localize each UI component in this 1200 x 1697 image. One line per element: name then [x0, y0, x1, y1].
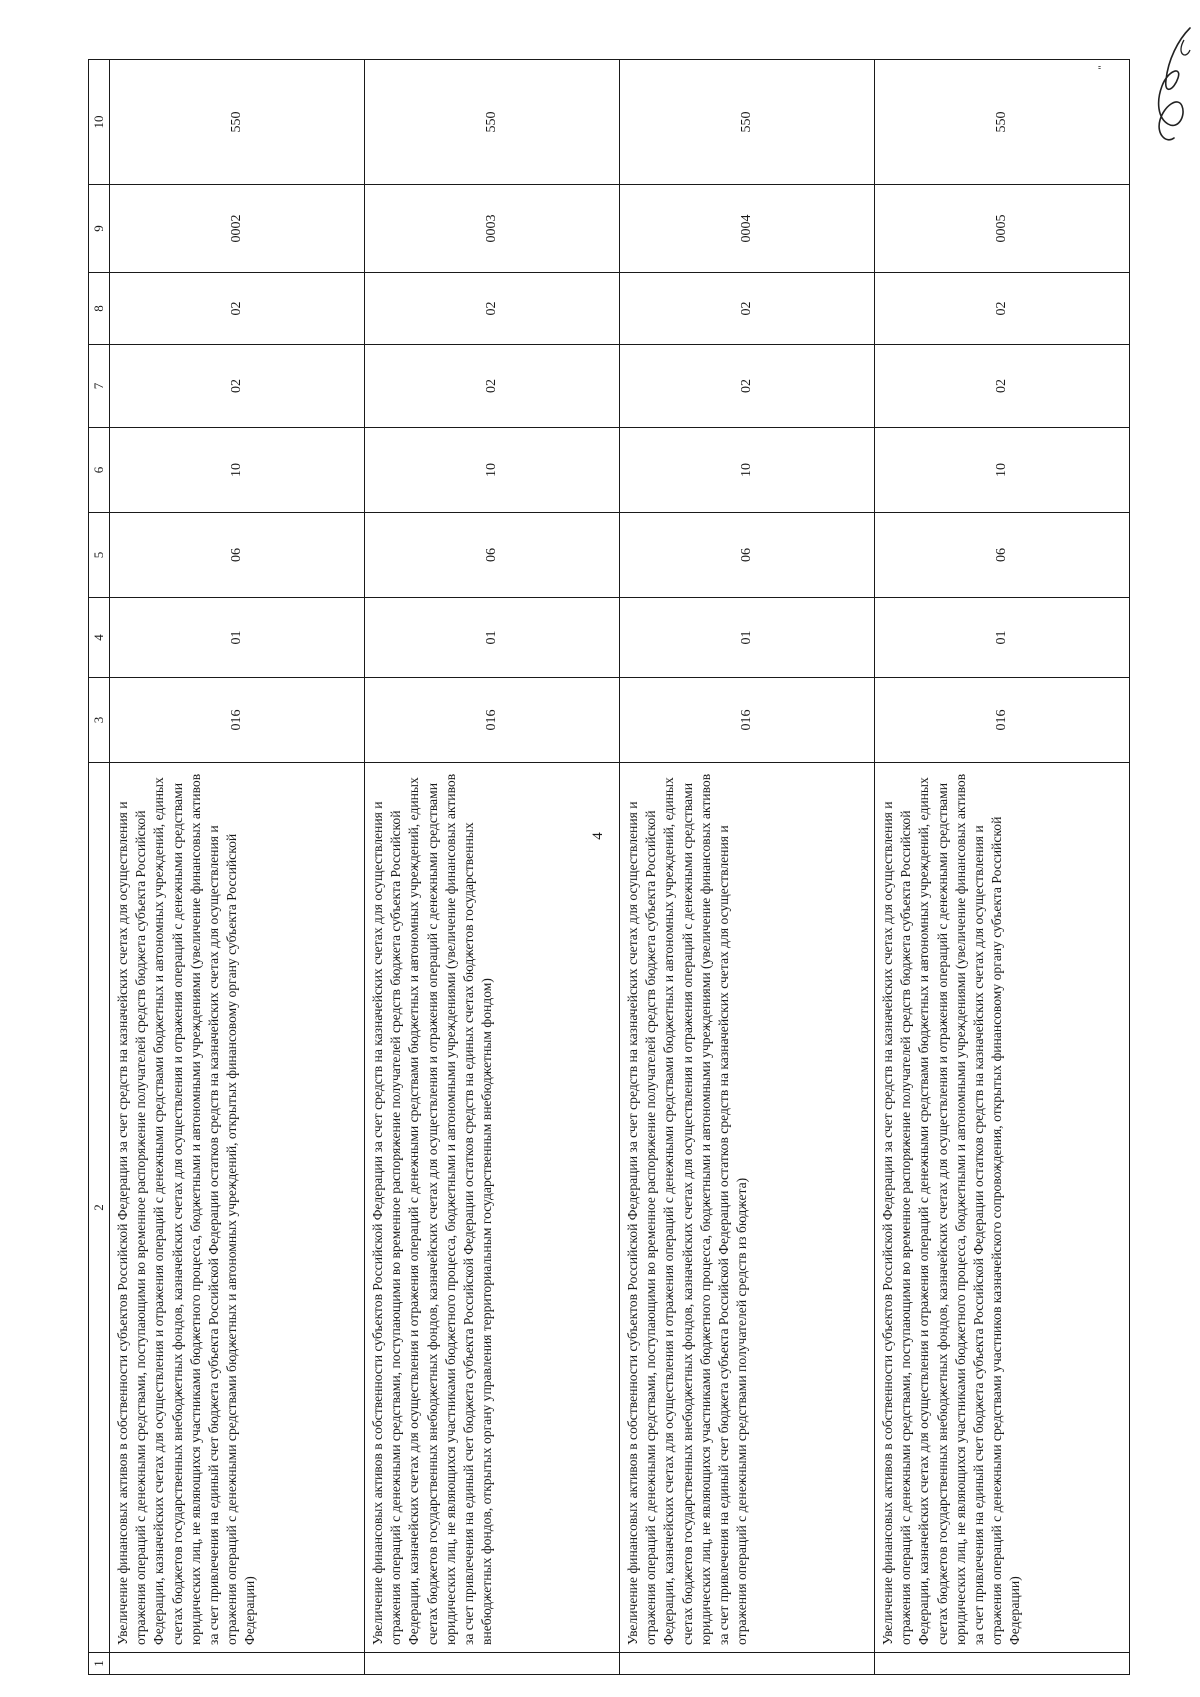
article-code-cell: 10 — [620, 428, 875, 513]
group-code-cell: 01 — [875, 598, 1130, 678]
column-header-4: 4 — [89, 598, 110, 678]
subarticle-code-cell: 02 — [110, 345, 365, 428]
table-row — [110, 60, 365, 1675]
row-col1-cell — [875, 1653, 1130, 1675]
subtype-code-cell: 0004 — [620, 185, 875, 273]
column-header-1: 1 — [89, 1653, 110, 1675]
column-header-3: 3 — [89, 678, 110, 763]
row-col1-cell — [365, 1653, 620, 1675]
admin-code-cell: 016 — [365, 678, 620, 763]
handwritten-signature — [1138, 20, 1200, 150]
kosgu-code-cell: 550 — [620, 60, 875, 185]
kosgu-code-cell: 550 — [110, 60, 365, 185]
article-code-cell: 10 — [875, 428, 1130, 513]
group-code-cell: 01 — [110, 598, 365, 678]
subtype-code-cell: 0005 — [875, 185, 1130, 273]
column-header-5: 5 — [89, 513, 110, 598]
subgroup-code-cell: 06 — [365, 513, 620, 598]
subarticle-code-cell: 02 — [365, 345, 620, 428]
element-code-cell: 02 — [620, 273, 875, 345]
row-col1-cell — [110, 1653, 365, 1675]
subtype-code-cell: 0002 — [110, 185, 365, 273]
subarticle-code-cell: 02 — [620, 345, 875, 428]
row-description-cell: Увеличение финансовых активов в собственности субъектов Российской Федерации за счет средств на казначейских счетах для осуществления и отражения операций с денежными средствами, поступающими во временное распоряжение получателей средств бюджета субъекта Российской Федерации, казначейских счетах для осуществления и отражения операций с денежными средствами бюджетных и автономных учреждений, единых счетах бюджетов государственных внебюджетных фондов, казначейских счетах для осуществления и отражения операций с денежными средствами юридических лиц, не являющихся участниками бюджетного процесса, бюджетными и автономными учреждениями (увеличение финансовых активов за счет привлечения на единый счет бюджета субъекта Российской Федерации остатков средств на казначейских счетах для осуществления и отражения операций с денежными средствами получателей средств из бюджета) — [620, 763, 875, 1653]
budget-classification-table-frame — [88, 80, 1118, 1675]
kosgu-code-cell: 550 — [365, 60, 620, 185]
table-row — [620, 60, 875, 1675]
element-code-cell: 02 — [110, 273, 365, 345]
row-col1-cell — [620, 1653, 875, 1675]
group-code-cell: 01 — [620, 598, 875, 678]
row-description-cell: Увеличение финансовых активов в собственности субъектов Российской Федерации за счет средств на казначейских счетах для осуществления и отражения операций с денежными средствами, поступающими во временное распоряжение получателей средств бюджета субъекта Российской Федерации, казначейских счетах для осуществления и отражения операций с денежными средствами бюджетных и автономных учреждений, единых счетах бюджетов государственных внебюджетных фондов, казначейских счетах для осуществления и отражения операций с денежными средствами юридических лиц, не являющихся участниками бюджетного процесса, бюджетными и автономными учреждениями (увеличение финансовых активов за счет привлечения на единый счет бюджета субъекта Российской Федерации остатков средств на единых счетах бюджетов государственных внебюджетных фондов, открытых органу управления территориальным государственным внебюджетным фондом) — [365, 763, 620, 1653]
table-row — [875, 60, 1130, 1675]
column-header-7: 7 — [89, 345, 110, 428]
column-header-6: 6 — [89, 428, 110, 513]
admin-code-cell: 016 — [110, 678, 365, 763]
table-row — [365, 60, 620, 1675]
column-header-2: 2 — [89, 763, 110, 1653]
element-code-cell: 02 — [365, 273, 620, 345]
article-code-cell: 10 — [365, 428, 620, 513]
column-number-header-row — [89, 60, 110, 1675]
column-header-8: 8 — [89, 273, 110, 345]
subgroup-code-cell: 06 — [875, 513, 1130, 598]
article-code-cell: 10 — [110, 428, 365, 513]
column-header-10: 10 — [89, 60, 110, 185]
column-header-9: 9 — [89, 185, 110, 273]
admin-code-cell: 016 — [875, 678, 1130, 763]
subtype-code-cell: 0003 — [365, 185, 620, 273]
margin-mark: " — [1097, 65, 1109, 70]
element-code-cell: 02 — [875, 273, 1130, 345]
row-description-cell: Увеличение финансовых активов в собственности субъектов Российской Федерации за счет средств на казначейских счетах для осуществления и отражения операций с денежными средствами, поступающими во временное распоряжение получателей средств бюджета субъекта Российской Федерации, казначейских счетах для осуществления и отражения операций с денежными средствами бюджетных и автономных учреждений, единых счетах бюджетов государственных внебюджетных фондов, казначейских счетах для осуществления и отражения операций с денежными средствами юридических лиц, не являющихся участниками бюджетного процесса, бюджетными и автономными учреждениями (увеличение финансовых активов за счет привлечения на единый счет бюджета субъекта Российской Федерации остатков средств на казначейских счетах для осуществления и отражения операций с денежными средствами участников казначейского сопровождения, открытых финансовому органу субъекта Российской Федерации) — [875, 763, 1130, 1653]
subgroup-code-cell: 06 — [110, 513, 365, 598]
admin-code-cell: 016 — [620, 678, 875, 763]
subgroup-code-cell: 06 — [620, 513, 875, 598]
kosgu-code-cell: 550 — [875, 60, 1130, 185]
budget-classification-table — [88, 59, 1130, 1675]
page-number: 4 — [590, 832, 606, 840]
group-code-cell: 01 — [365, 598, 620, 678]
subarticle-code-cell: 02 — [875, 345, 1130, 428]
row-description-cell: Увеличение финансовых активов в собственности субъектов Российской Федерации за счет средств на казначейских счетах для осуществления и отражения операций с денежными средствами, поступающими во временное распоряжение получателей средств бюджета субъекта Российской Федерации, казначейских счетах для осуществления и отражения операций с денежными средствами бюджетных и автономных учреждений, единых счетах бюджетов государственных внебюджетных фондов, казначейских счетах для осуществления и отражения операций с денежными средствами юридических лиц, не являющихся участниками бюджетного процесса, бюджетными и автономными учреждениями (увеличение финансовых активов за счет привлечения на единый счет бюджета субъекта Российской Федерации остатков средств на казначейских счетах для осуществления и отражения операций с денежными средствами бюджетных и автономных учреждений, открытых финансовому органу субъекта Российской Федерации) — [110, 763, 365, 1653]
